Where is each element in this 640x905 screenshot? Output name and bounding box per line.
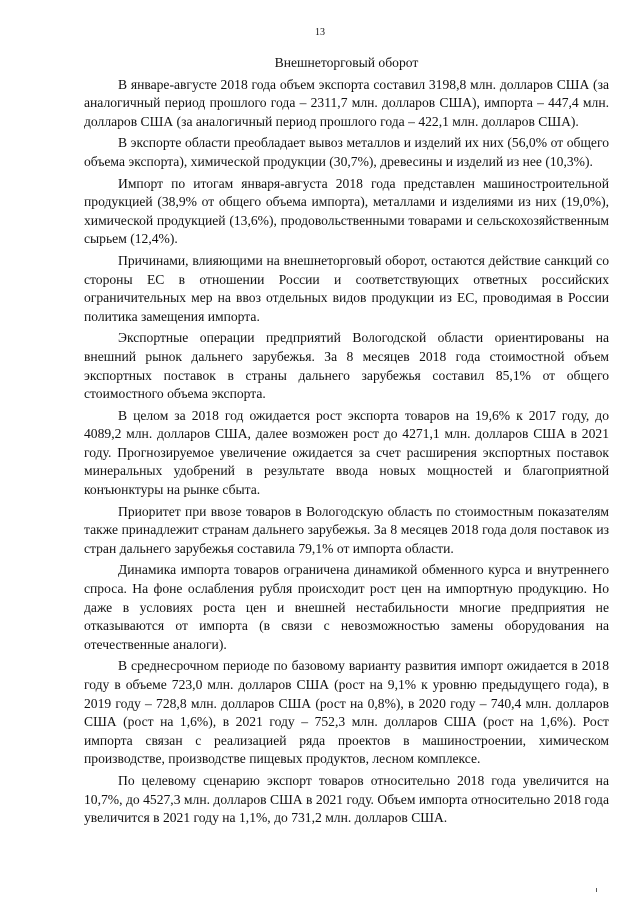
paragraph-trade-factors: Причинами, влияющими на внешнеторговый оборот, остаются действие санкций со стороны ЕС в отношении России и соответствующих ответных российских ограничительных мер на ввоз отдельных видов продукции из ЕС, проводимая в России политика замещения импорта. [84,252,609,324]
document-body [84,54,609,831]
page-number: 13 [315,27,325,38]
paragraph-target-scenario: По целевому сценарию экспорт товаров относительно 2018 года увеличится на 10,7%, до 4527,3 млн. долларов США в 2021 году. Объем импорта относительно 2018 года увеличится в 2021 году на 1,1%, до 731,2 млн. долларов США. [84,772,609,826]
paragraph-export-destinations: Экспортные операции предприятий Вологодской области ориентированы на внешний рынок дальнего зарубежья. За 8 месяцев 2018 года стоимостной объем экспортных поставок в страны дальнего зарубежья составил 85,1% от общего стоимостного объема экспорта. [84,330,609,402]
paragraph-import-dynamics: Динамика импорта товаров ограничена динамикой обменного курса и внутреннего спроса. На фоне ослабления рубля происходит рост цен на импортную продукцию. Но даже в условиях роста цен и внешней нестабильности многие предприятия не отказываются от импорта (в связи с невозможностью замены оборудования на отечественные аналоги). [84,562,609,652]
section-heading: Внешнеторговый оборот [274,55,419,70]
paragraph-import-sources: Приоритет при ввозе товаров в Вологодскую область по стоимостным показателям также принадлежит странам дальнего зарубежья. За 8 месяцев 2018 года доля поставок из стран дальнего зарубежья составила 79,1% от импорта области. [84,503,609,556]
paragraph-import-forecast: В среднесрочном периоде по базовому варианту развития импорт ожидается в 2018 году в объеме 723,0 млн. долларов США (рост на 9,1% к уровню предыдущего года), в 2019 году – 728,8 млн. долларов США (рост на 0,8%), в 2020 году – 740,4 млн. долларов США (рост на 1,6%), в 2021 году – 752,3 млн. долларов США (рост на 1,6%). Рост импорта связан с реализацией ряда проектов в машиностроении, химическом производстве, производстве пищевых продуктов, лесном комплексе. [84,658,609,767]
paragraph-export-forecast: В целом за 2018 год ожидается рост экспорта товаров на 19,6% к 2017 году, до 4089,2 млн. долларов США, далее возможен рост до 4271,1 млн. долларов США в 2021 году. Прогнозируемое увеличение ожидается за счет расширения экспортных поставок минеральных удобрений в результате ввода новых мощностей и благоприятной конъюнктуры на рынке сбыта. [84,407,609,498]
scan-edge-mark [596,888,597,892]
paragraph-export-structure: В экспорте области преобладает вывоз металлов и изделий их них (56,0% от общего объема экспорта), химической продукции (30,7%), древесины и изделий из нее (10,3%). [84,135,609,169]
paragraph-import-structure: Импорт по итогам января-августа 2018 года представлен машиностроительной продукцией (38,9% от общего объема импорта), металлами и изделиями из них (19,0%), химической продукцией (13,6%), продовольственными товарами и сельскохозяйственным сырьем (12,4%). [84,175,609,247]
paragraph-export-import-totals: В январе-августе 2018 года объем экспорта составил 3198,8 млн. долларов США (за аналогичный период прошлого года – 2311,7 млн. долларов США), импорта – 447,4 млн. долларов США (за аналогичный период прошлого года – 422,1 млн. долларов США). [84,76,609,129]
